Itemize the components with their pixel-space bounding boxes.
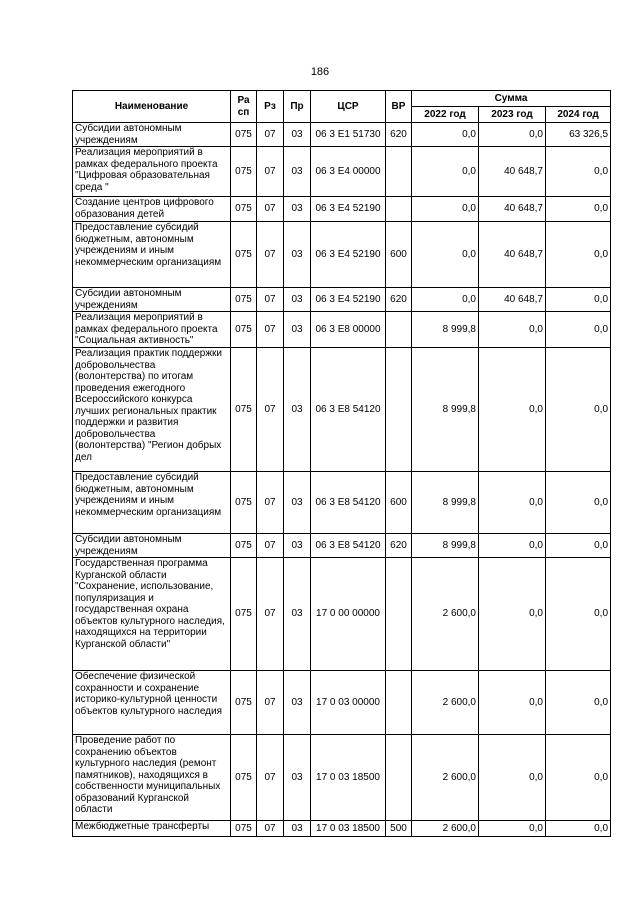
cell-pr: 03 bbox=[284, 671, 311, 735]
cell-pr: 03 bbox=[284, 288, 311, 312]
cell-name: Предоставление субсидий бюджетным, автономным учреждениям и иным некоммерческим организациям bbox=[73, 472, 231, 534]
cell-2023: 0,0 bbox=[479, 735, 546, 821]
cell-2023: 0,0 bbox=[479, 558, 546, 671]
cell-2023: 0,0 bbox=[479, 671, 546, 735]
cell-2023: 0,0 bbox=[479, 821, 546, 837]
cell-csr: 17 0 03 00000 bbox=[311, 671, 386, 735]
cell-pr: 03 bbox=[284, 312, 311, 348]
cell-2023: 40 648,7 bbox=[479, 222, 546, 288]
cell-rasp: 075 bbox=[231, 671, 257, 735]
cell-2024: 0,0 bbox=[546, 735, 611, 821]
header-year-2024: 2024 год bbox=[546, 107, 611, 123]
cell-2023: 0,0 bbox=[479, 348, 546, 472]
table-row bbox=[73, 312, 611, 348]
header-rasp: Ра сп bbox=[231, 91, 257, 123]
cell-pr: 03 bbox=[284, 123, 311, 147]
cell-2023: 0,0 bbox=[479, 472, 546, 534]
cell-rasp: 075 bbox=[231, 312, 257, 348]
cell-vr bbox=[386, 671, 412, 735]
cell-2023: 0,0 bbox=[479, 312, 546, 348]
cell-pr: 03 bbox=[284, 821, 311, 837]
cell-rz: 07 bbox=[257, 197, 284, 222]
cell-2022: 8 999,8 bbox=[412, 472, 479, 534]
table-row bbox=[73, 821, 611, 837]
cell-2024: 0,0 bbox=[546, 472, 611, 534]
page-number: 186 bbox=[310, 66, 330, 78]
cell-rz: 07 bbox=[257, 123, 284, 147]
cell-pr: 03 bbox=[284, 558, 311, 671]
cell-2022: 0,0 bbox=[412, 197, 479, 222]
cell-vr: 620 bbox=[386, 123, 412, 147]
cell-2022: 8 999,8 bbox=[412, 534, 479, 558]
cell-2022: 8 999,8 bbox=[412, 348, 479, 472]
cell-name: Субсидии автономным учреждениям bbox=[73, 288, 231, 312]
cell-rasp: 075 bbox=[231, 735, 257, 821]
cell-rasp: 075 bbox=[231, 558, 257, 671]
cell-pr: 03 bbox=[284, 147, 311, 197]
cell-rasp: 075 bbox=[231, 288, 257, 312]
cell-rasp: 075 bbox=[231, 821, 257, 837]
cell-vr bbox=[386, 558, 412, 671]
cell-2024: 63 326,5 bbox=[546, 123, 611, 147]
cell-rasp: 075 bbox=[231, 534, 257, 558]
cell-rz: 07 bbox=[257, 147, 284, 197]
cell-name: Межбюджетные трансферты bbox=[73, 821, 231, 837]
cell-rz: 07 bbox=[257, 671, 284, 735]
cell-csr: 06 3 E1 51730 bbox=[311, 123, 386, 147]
cell-name: Обеспечение физической сохранности и сохранение историко-культурной ценности объектов культурного наследия bbox=[73, 671, 231, 735]
cell-csr: 17 0 00 00000 bbox=[311, 558, 386, 671]
table-row bbox=[73, 534, 611, 558]
cell-name: Государственная программа Курганской области "Сохранение, использование, популяризация и государственная охрана объектов культурного наследия, находящихся на территории Курганской области" bbox=[73, 558, 231, 671]
cell-csr: 06 3 E8 54120 bbox=[311, 472, 386, 534]
cell-vr bbox=[386, 735, 412, 821]
cell-vr: 600 bbox=[386, 222, 412, 288]
cell-2022: 0,0 bbox=[412, 222, 479, 288]
table-row bbox=[73, 197, 611, 222]
cell-rasp: 075 bbox=[231, 348, 257, 472]
cell-2024: 0,0 bbox=[546, 222, 611, 288]
cell-2024: 0,0 bbox=[546, 312, 611, 348]
table-row bbox=[73, 558, 611, 671]
cell-2024: 0,0 bbox=[546, 558, 611, 671]
cell-2024: 0,0 bbox=[546, 348, 611, 472]
table-row bbox=[73, 147, 611, 197]
header-rz: Рз bbox=[257, 91, 284, 123]
table-row bbox=[73, 671, 611, 735]
cell-rz: 07 bbox=[257, 472, 284, 534]
cell-csr: 06 3 E4 52190 bbox=[311, 222, 386, 288]
cell-vr bbox=[386, 147, 412, 197]
cell-rz: 07 bbox=[257, 735, 284, 821]
table-row bbox=[73, 735, 611, 821]
cell-vr: 500 bbox=[386, 821, 412, 837]
cell-2022: 2 600,0 bbox=[412, 671, 479, 735]
cell-name: Реализация мероприятий в рамках федерального проекта "Социальная активность" bbox=[73, 312, 231, 348]
cell-vr: 620 bbox=[386, 288, 412, 312]
cell-rz: 07 bbox=[257, 288, 284, 312]
cell-csr: 06 3 E8 54120 bbox=[311, 534, 386, 558]
cell-2023: 40 648,7 bbox=[479, 147, 546, 197]
cell-csr: 17 0 03 18500 bbox=[311, 735, 386, 821]
table-row bbox=[73, 123, 611, 147]
cell-2024: 0,0 bbox=[546, 821, 611, 837]
cell-rz: 07 bbox=[257, 534, 284, 558]
cell-2022: 2 600,0 bbox=[412, 821, 479, 837]
cell-pr: 03 bbox=[284, 197, 311, 222]
cell-csr: 17 0 03 18500 bbox=[311, 821, 386, 837]
cell-csr: 06 3 E4 52190 bbox=[311, 197, 386, 222]
cell-vr: 600 bbox=[386, 472, 412, 534]
cell-pr: 03 bbox=[284, 348, 311, 472]
cell-2022: 0,0 bbox=[412, 288, 479, 312]
cell-name: Проведение работ по сохранению объектов культурного наследия (ремонт памятников), находящихся в собственности муниципальных образований Курганской области bbox=[73, 735, 231, 821]
cell-name: Реализация мероприятий в рамках федерального проекта "Цифровая образовательная среда " bbox=[73, 147, 231, 197]
cell-csr: 06 3 E8 00000 bbox=[311, 312, 386, 348]
cell-rasp: 075 bbox=[231, 472, 257, 534]
cell-rz: 07 bbox=[257, 348, 284, 472]
cell-pr: 03 bbox=[284, 222, 311, 288]
cell-csr: 06 3 E8 54120 bbox=[311, 348, 386, 472]
cell-rasp: 075 bbox=[231, 123, 257, 147]
cell-2022: 0,0 bbox=[412, 123, 479, 147]
cell-pr: 03 bbox=[284, 472, 311, 534]
table-row bbox=[73, 348, 611, 472]
cell-rz: 07 bbox=[257, 312, 284, 348]
cell-2024: 0,0 bbox=[546, 197, 611, 222]
table-row bbox=[73, 472, 611, 534]
cell-name: Реализация практик поддержки добровольчества (волонтерства) по итогам проведения ежегодного Всероссийского конкурса лучших региональных практик поддержки и развития добровольчества (волонтерства) "Регион добрых дел bbox=[73, 348, 231, 472]
cell-2023: 0,0 bbox=[479, 123, 546, 147]
cell-2024: 0,0 bbox=[546, 288, 611, 312]
header-sum: Сумма bbox=[412, 91, 611, 107]
header-name: Наименование bbox=[73, 91, 231, 123]
cell-2023: 40 648,7 bbox=[479, 288, 546, 312]
cell-2023: 40 648,7 bbox=[479, 197, 546, 222]
cell-csr: 06 3 E4 52190 bbox=[311, 288, 386, 312]
header-year-2023: 2023 год bbox=[479, 107, 546, 123]
cell-2022: 2 600,0 bbox=[412, 735, 479, 821]
cell-name: Субсидии автономным учреждениям bbox=[73, 123, 231, 147]
cell-pr: 03 bbox=[284, 534, 311, 558]
cell-csr: 06 3 E4 00000 bbox=[311, 147, 386, 197]
cell-rasp: 075 bbox=[231, 147, 257, 197]
header-csr: ЦСР bbox=[311, 91, 386, 123]
header-pr: Пр bbox=[284, 91, 311, 123]
header-vr: ВР bbox=[386, 91, 412, 123]
budget-table bbox=[72, 90, 611, 837]
cell-2024: 0,0 bbox=[546, 671, 611, 735]
cell-name: Предоставление субсидий бюджетным, автономным учреждениям и иным некоммерческим организациям bbox=[73, 222, 231, 288]
cell-pr: 03 bbox=[284, 735, 311, 821]
cell-rz: 07 bbox=[257, 558, 284, 671]
cell-rz: 07 bbox=[257, 222, 284, 288]
cell-rasp: 075 bbox=[231, 222, 257, 288]
cell-2024: 0,0 bbox=[546, 534, 611, 558]
cell-name: Создание центров цифрового образования детей bbox=[73, 197, 231, 222]
cell-vr bbox=[386, 348, 412, 472]
cell-rz: 07 bbox=[257, 821, 284, 837]
table-row bbox=[73, 288, 611, 312]
table-row bbox=[73, 222, 611, 288]
cell-name: Субсидии автономным учреждениям bbox=[73, 534, 231, 558]
cell-2022: 8 999,8 bbox=[412, 312, 479, 348]
header-year-2022: 2022 год bbox=[412, 107, 479, 123]
cell-2022: 0,0 bbox=[412, 147, 479, 197]
cell-2022: 2 600,0 bbox=[412, 558, 479, 671]
cell-2024: 0,0 bbox=[546, 147, 611, 197]
cell-vr bbox=[386, 312, 412, 348]
cell-vr bbox=[386, 197, 412, 222]
cell-rasp: 075 bbox=[231, 197, 257, 222]
cell-2023: 0,0 bbox=[479, 534, 546, 558]
cell-vr: 620 bbox=[386, 534, 412, 558]
